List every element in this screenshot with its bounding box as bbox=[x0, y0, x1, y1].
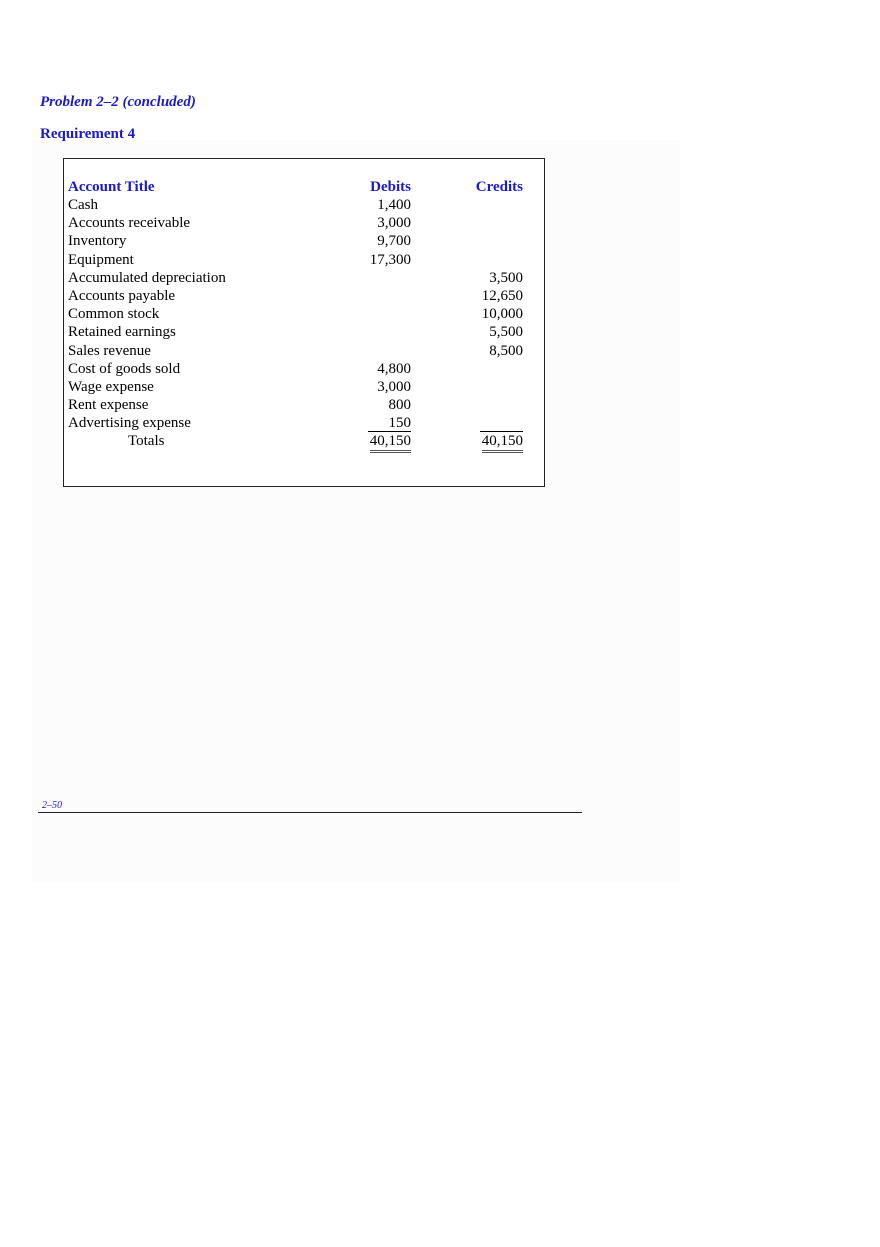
account-title: Accounts receivable bbox=[68, 215, 191, 232]
account-title: Inventory bbox=[68, 233, 127, 250]
account-title: Sales revenue bbox=[68, 342, 151, 359]
column-header-debits: Debits bbox=[370, 179, 411, 195]
total-debits: 40,150 bbox=[370, 432, 411, 453]
credit-amount: 8,500 bbox=[489, 342, 523, 359]
debit-subtotal-rule bbox=[368, 414, 411, 432]
account-title: Common stock bbox=[68, 306, 160, 323]
account-title: Accounts payable bbox=[68, 287, 176, 304]
table-row bbox=[0, 232, 880, 250]
totals-row bbox=[0, 432, 880, 450]
account-title: Advertising expense bbox=[68, 415, 191, 432]
table-row bbox=[0, 396, 880, 414]
debit-amount: 150 bbox=[388, 415, 411, 432]
debit-amount: 17,300 bbox=[369, 251, 411, 268]
table-row bbox=[0, 251, 880, 269]
table-row bbox=[0, 214, 880, 232]
account-title: Cost of goods sold bbox=[68, 360, 181, 377]
credit-amount: 3,500 bbox=[489, 269, 523, 286]
debit-amount: 9,700 bbox=[377, 233, 411, 250]
table-row bbox=[0, 305, 880, 323]
credit-subtotal-rule bbox=[480, 414, 523, 432]
debit-amount: 1,400 bbox=[377, 197, 411, 213]
account-title: Wage expense bbox=[68, 378, 154, 395]
problem-heading: Problem 2–2 (concluded) bbox=[40, 94, 196, 110]
table-row bbox=[0, 287, 880, 305]
table-row bbox=[0, 196, 880, 214]
footer-rule bbox=[38, 812, 582, 813]
account-title: Equipment bbox=[68, 251, 134, 268]
debit-amount: 800 bbox=[388, 397, 411, 414]
table-row bbox=[0, 414, 880, 432]
debit-amount: 4,800 bbox=[377, 360, 411, 377]
table-row bbox=[0, 323, 880, 341]
totals-label: Totals bbox=[128, 433, 165, 450]
account-title: Cash bbox=[68, 197, 98, 213]
account-title: Rent expense bbox=[68, 397, 149, 414]
debit-amount: 3,000 bbox=[377, 215, 411, 232]
column-header-credits: Credits bbox=[475, 179, 523, 195]
credit-amount: 5,500 bbox=[489, 324, 523, 341]
table-row bbox=[0, 360, 880, 378]
account-title: Accumulated depreciation bbox=[68, 269, 226, 286]
credit-amount: 10,000 bbox=[481, 306, 523, 323]
requirement-heading: Requirement 4 bbox=[40, 126, 136, 142]
credit-amount: 12,650 bbox=[481, 287, 523, 304]
debit-amount: 3,000 bbox=[377, 378, 411, 395]
column-header-account-title: Account Title bbox=[68, 179, 155, 195]
trial-balance-rows bbox=[0, 196, 880, 451]
table-row bbox=[0, 342, 880, 360]
total-credits: 40,150 bbox=[482, 432, 523, 453]
table-row bbox=[0, 269, 880, 287]
page-number: 2–50 bbox=[42, 800, 62, 811]
table-row bbox=[0, 378, 880, 396]
account-title: Retained earnings bbox=[68, 324, 176, 341]
